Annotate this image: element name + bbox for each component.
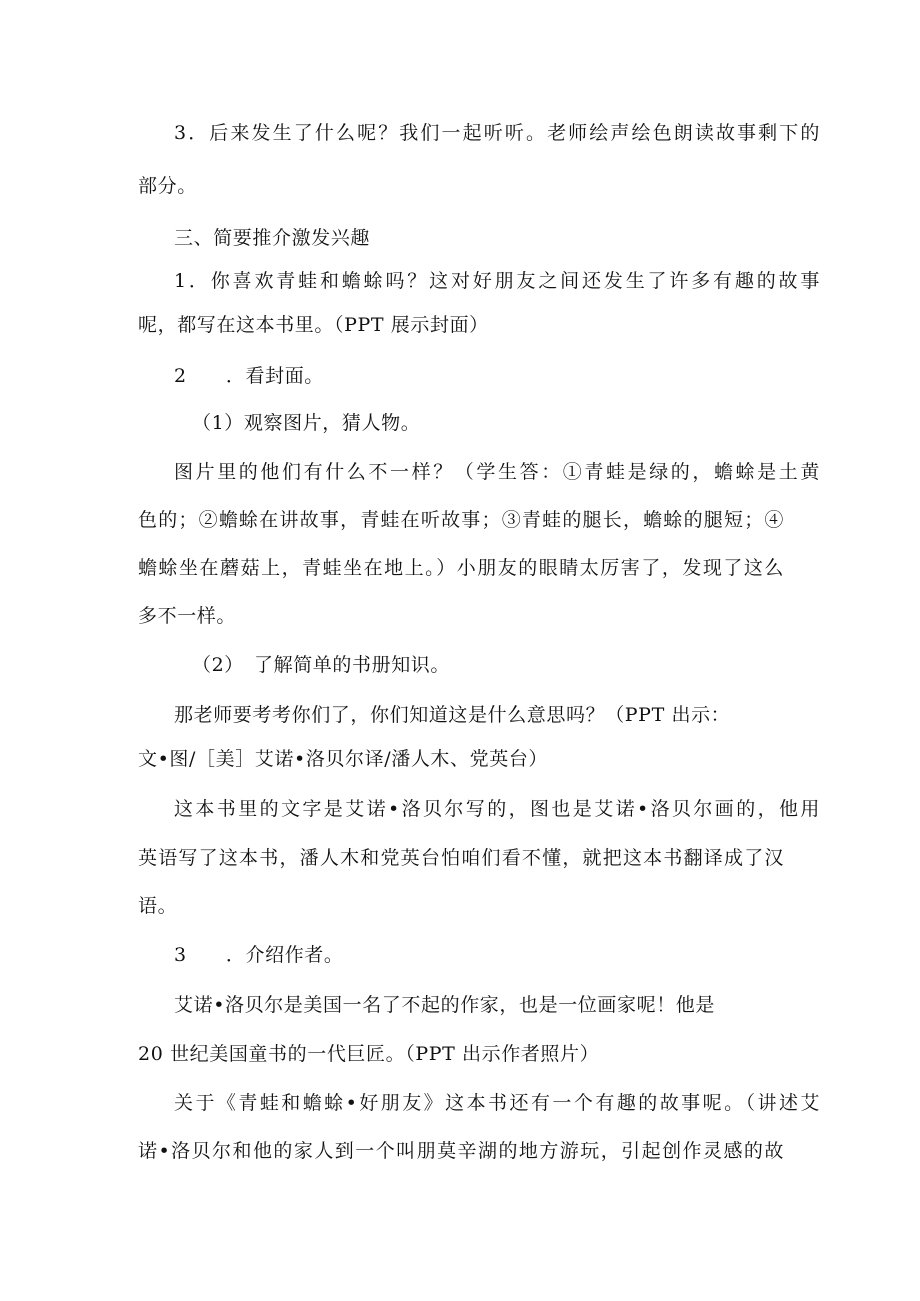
paragraph-line: 图片里的他们有什么不一样？（学生答：①青蛙是绿的，蟾蜍是土黄 (174, 461, 820, 483)
paragraph-line: 关于《青蛙和蟾蜍•好朋友》这本书还有一个有趣的故事呢。（讲述艾 (174, 1092, 820, 1114)
paragraph-line: 20 世纪美国童书的一代巨匠。（PPT 出示作者照片） (138, 1043, 600, 1065)
paragraph-line: 1．你喜欢青蛙和蟾蜍吗？这对好朋友之间还发生了许多有趣的故事 (174, 270, 820, 292)
section-heading: 三、简要推介激发兴趣 (174, 227, 371, 249)
paragraph-line: 部分。 (138, 175, 197, 197)
paragraph-line: 文•图/［美］艾诺•洛贝尔译/潘人木、党英台） (138, 748, 549, 770)
paragraph-line: 那老师要考考你们了，你们知道这是什么意思吗？（PPT 出示： (174, 704, 731, 726)
sub-item-heading: （1）观察图片，猜人物。 (192, 412, 421, 434)
paragraph-line: 色的；②蟾蜍在讲故事，青蛙在听故事；③青蛙的腿长，蟾蜍的腿短；④ (138, 509, 784, 531)
paragraph-line: 艾诺•洛贝尔是美国一名了不起的作家，也是一位画家呢！他是 (174, 994, 716, 1016)
paragraph-line: 这本书里的文字是艾诺•洛贝尔写的，图也是艾诺•洛贝尔画的，他用 (174, 798, 820, 820)
paragraph-line: 诺•洛贝尔和他的家人到一个叫朋莫辛湖的地方游玩，引起创作灵感的故 (138, 1140, 784, 1162)
paragraph-line: 呢，都写在这本书里。（PPT 展示封面） (138, 314, 489, 336)
sub-item-heading: （2） 了解简单的书册知识。 (192, 654, 450, 676)
paragraph-line: 3．后来发生了什么呢？我们一起听听。老师绘声绘色朗读故事剩下的 (174, 122, 820, 144)
list-item-heading: 3 ．介绍作者。 (174, 944, 344, 966)
paragraph-line: 语。 (138, 895, 178, 917)
paragraph-line: 多不一样。 (138, 605, 237, 627)
list-item-heading: 2 ．看封面。 (174, 365, 324, 387)
paragraph-line: 蟾蜍坐在蘑菇上，青蛙坐在地上。）小朋友的眼睛太厉害了，发现了这么 (138, 557, 784, 579)
paragraph-line: 英语写了这本书，潘人木和党英台怕咱们看不懂，就把这本书翻译成了汉 (138, 847, 784, 869)
